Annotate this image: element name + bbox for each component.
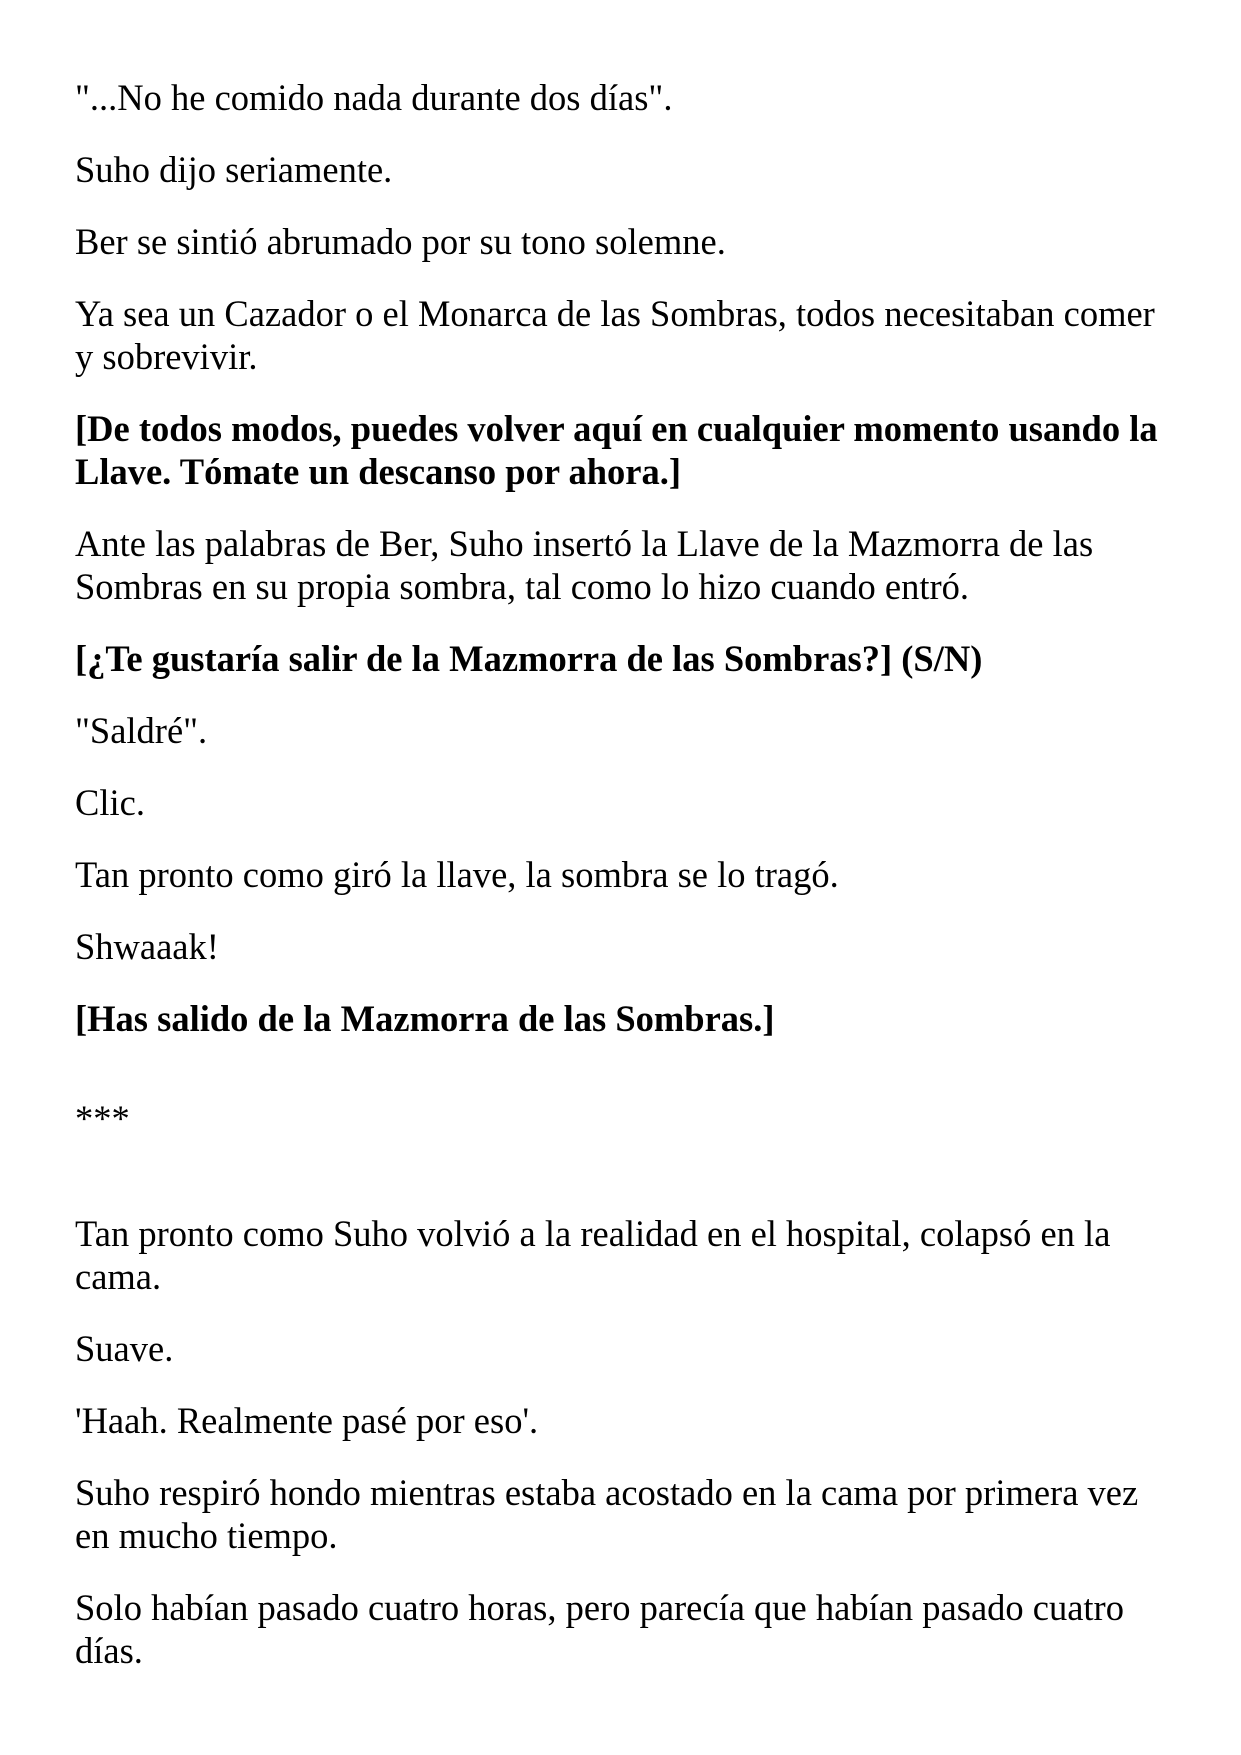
- paragraph: Suho dijo seriamente.: [75, 149, 393, 190]
- paragraph: Tan pronto como giró la llave, la sombra se lo tragó.: [75, 854, 839, 895]
- paragraph: "Saldré".: [75, 710, 208, 751]
- paragraph: "...No he comido nada durante dos días".: [75, 77, 673, 118]
- paragraph: Tan pronto como Suho volvió a la realidad en el hospital, colapsó en la cama.: [75, 1213, 1111, 1297]
- paragraph: Shwaaak!: [75, 926, 219, 967]
- system-message: [Has salido de la Mazmorra de las Sombras.]: [75, 998, 775, 1039]
- paragraph: Ya sea un Cazador o el Monarca de las Sombras, todos necesitaban comer y sobrevivir.: [75, 293, 1155, 377]
- paragraph: 'Haah. Realmente pasé por eso'.: [75, 1400, 539, 1441]
- paragraph: Suave.: [75, 1328, 174, 1369]
- paragraph: Suho respiró hondo mientras estaba acostado en la cama por primera vez en mucho tiempo.: [75, 1472, 1139, 1556]
- section-break: ***: [75, 1098, 130, 1139]
- paragraph: Solo habían pasado cuatro horas, pero parecía que habían pasado cuatro días.: [75, 1587, 1124, 1671]
- paragraph: Clic.: [75, 782, 145, 823]
- paragraph: Ante las palabras de Ber, Suho insertó la Llave de la Mazmorra de las Sombras en su propia sombra, tal como lo hizo cuando entró.: [75, 523, 1094, 607]
- paragraph: Ber se sintió abrumado por su tono solemne.: [75, 221, 726, 262]
- system-message: [¿Te gustaría salir de la Mazmorra de las Sombras?] (S/N): [75, 638, 983, 679]
- system-message: [De todos modos, puedes volver aquí en cualquier momento usando la Llave. Tómate un descanso por ahora.]: [75, 408, 1158, 492]
